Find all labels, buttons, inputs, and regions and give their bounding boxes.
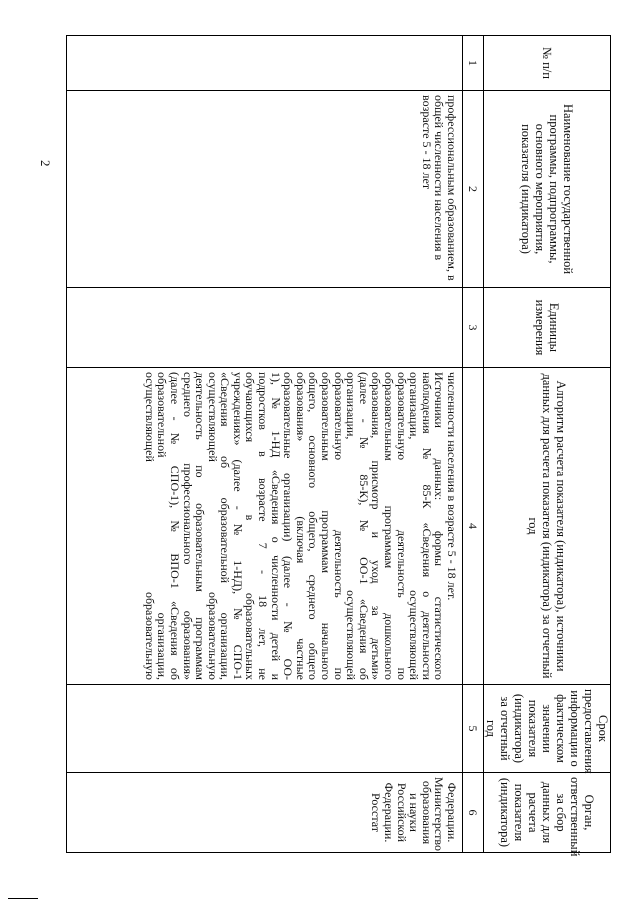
algorithm-line: деятельность по образовательным программам [193, 372, 208, 680]
responsible-organ-cell: Федерации. Министерство образования и науки Российской Федерации. Росстат [67, 773, 463, 853]
header-number: № п/п [484, 36, 611, 91]
units-cell [67, 288, 463, 368]
header-units: Единицы измерения [484, 288, 611, 368]
algorithm-line: образовательной организации, [155, 372, 170, 680]
algorithm-line: осуществляющей образовательную [205, 372, 220, 680]
header-indicator-name: Наименование государственной программы, подпрограммы, основного мероприятия, показателя (индикатора) [484, 91, 611, 288]
column-number: 1 [463, 36, 484, 91]
algorithm-line: образования, присмотр и уход за детьми» [369, 372, 384, 680]
page-number: 2 [38, 160, 53, 167]
column-number: 6 [463, 773, 484, 853]
algorithm-line: учреждениях» (далее - № 1-НД), № СПО-1 [230, 372, 245, 680]
algorithm-line: среднего профессионального образования» [180, 372, 195, 680]
algorithm-line: образования» (включая частные [293, 372, 308, 680]
column-number-row [463, 36, 484, 853]
algorithm-line: наблюдения № 85-К «Сведения о деятельности [419, 372, 434, 680]
algorithm-line: образовательным программам начального [319, 372, 334, 680]
algorithm-line: (далее - № СПО-1), № ВПО-1 «Сведения об [167, 372, 182, 680]
algorithm-line: общего, основного общего, среднего общего [306, 372, 321, 680]
algorithm-line: образовательным программам дошкольного [382, 372, 397, 680]
algorithm-line: подростков в возрасте 7 - 18 лет, не [256, 372, 271, 680]
algorithm-line: (далее - № 85-К), № ОО-1 «Сведения об [356, 372, 371, 680]
header-row [484, 36, 611, 853]
algorithm-line: Источники данных: формы статистического [432, 372, 447, 680]
algorithm-line: осуществляющей образовательную [142, 372, 157, 680]
column-number: 2 [463, 91, 484, 288]
algorithm-line: обучающихся в образовательных [243, 372, 258, 680]
footer-rule [8, 898, 38, 899]
rotated-table-container [66, 35, 611, 857]
indicator-name-cell: профессиональным образованием, в общей численности населения в возрасте 5 - 18 лет [67, 91, 463, 288]
header-deadline: Срок предоставления информации о фактическом значении показателя (индикатора) за отчетный год [484, 685, 611, 773]
column-number: 4 [463, 368, 484, 685]
header-algorithm: Алгоритм расчета показателя (индикатора), источники данных для расчета показателя (индикатора) за отчетный год [484, 368, 611, 685]
algorithm-cell [67, 368, 463, 685]
algorithm-line: численности населения в возрасте 5 - 18 лет. [445, 372, 459, 601]
algorithm-line: образовательные организации) (далее - № ОО- [281, 372, 296, 680]
algorithm-line: образовательную деятельность по [394, 372, 409, 680]
algorithm-line: 1), № 1-НД «Сведения о численности детей и [268, 372, 283, 680]
deadline-cell [67, 685, 463, 773]
algorithm-line: организации, осуществляющей [344, 372, 359, 680]
column-number: 5 [463, 685, 484, 773]
indicator-table [66, 35, 611, 857]
table-row [67, 36, 463, 853]
header-responsible-organ: Орган, ответственный за сбор данных для расчета показателя (индикатора) [484, 773, 611, 853]
algorithm-line: организации, осуществляющей [407, 372, 422, 680]
algorithm-line: «Сведения об образовательной организации, [218, 372, 233, 680]
algorithm-line: образовательную деятельность по [331, 372, 346, 680]
row-number-cell [67, 36, 463, 91]
column-number: 3 [463, 288, 484, 368]
